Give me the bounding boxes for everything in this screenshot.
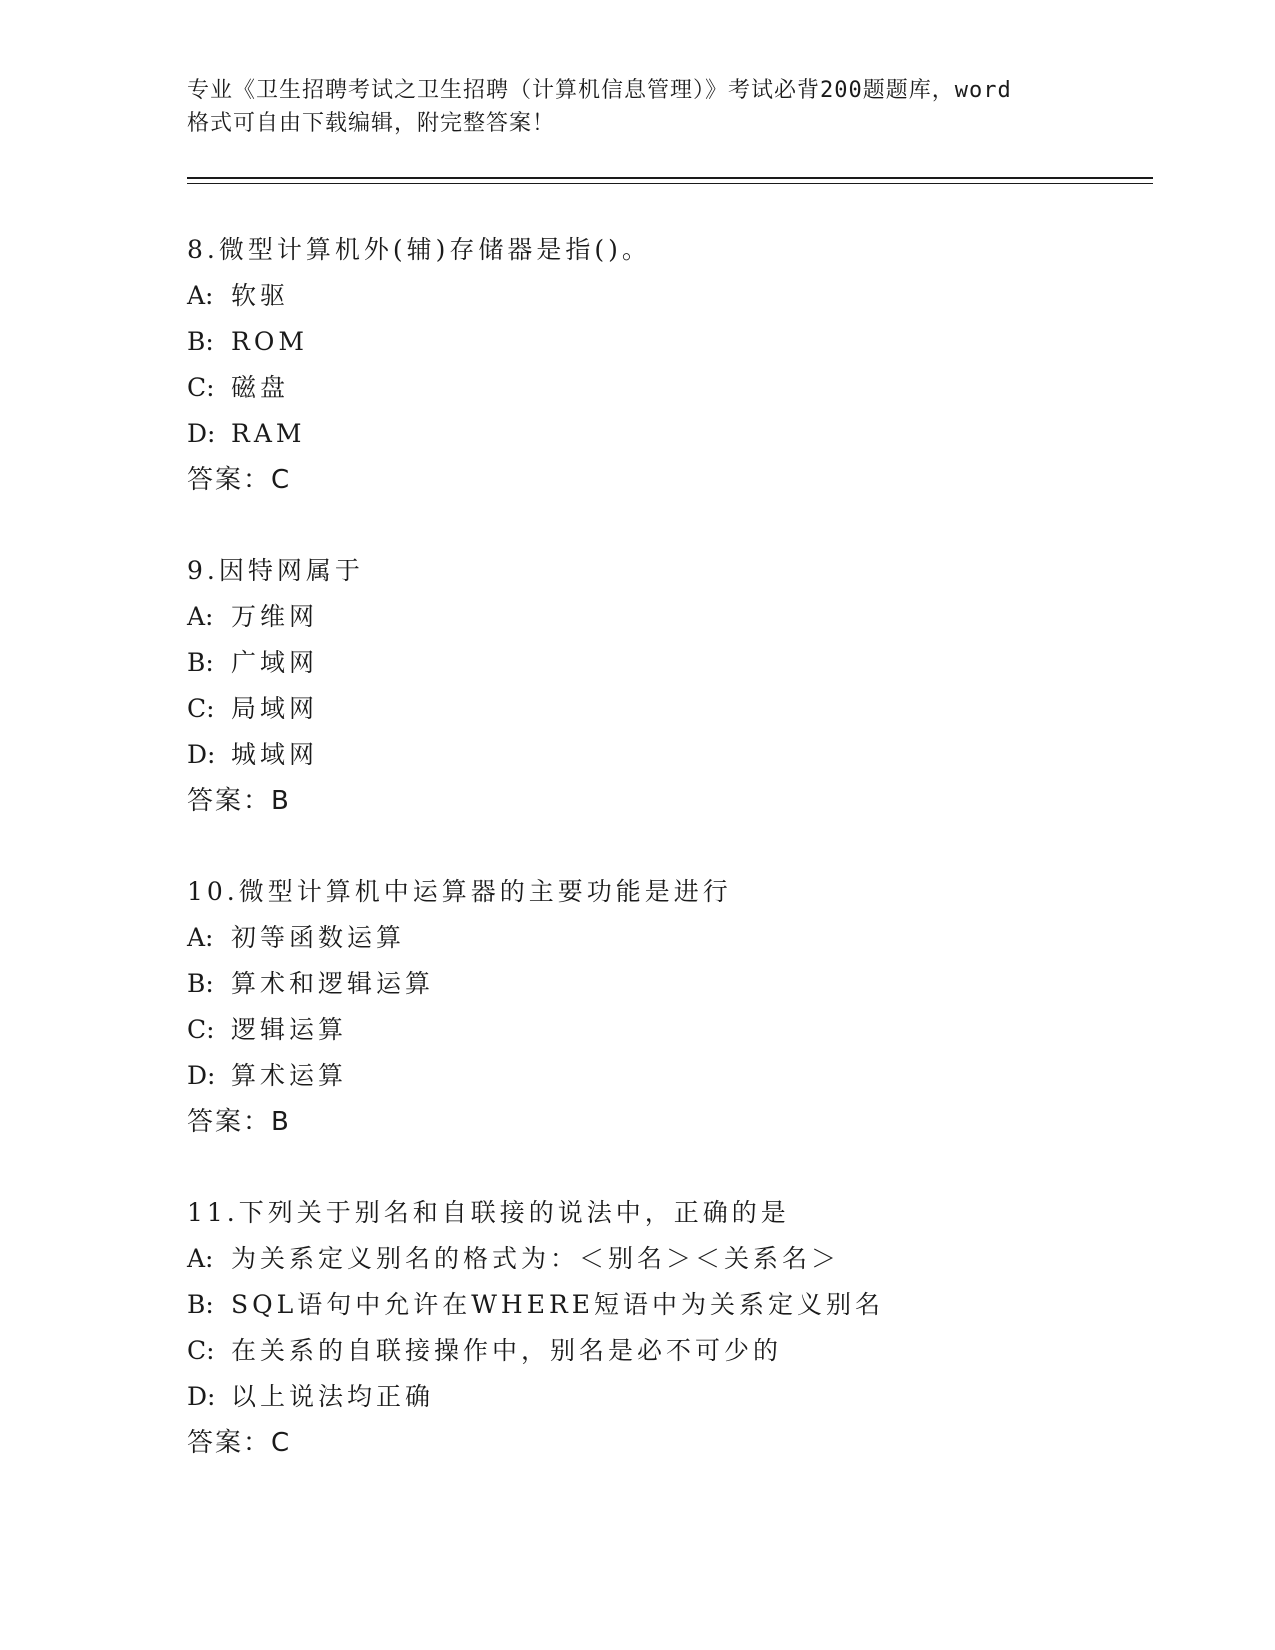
option-a <box>187 1236 1137 1282</box>
option-label: C: <box>187 373 215 402</box>
option-text: 城域网 <box>231 740 319 769</box>
option-label: C: <box>187 694 215 723</box>
option-d <box>187 411 1137 457</box>
option-d <box>187 1053 1137 1099</box>
option-b <box>187 319 1137 365</box>
question-stem: 11.下列关于别名和自联接的说法中，正确的是 <box>187 1198 790 1227</box>
answer-line: 答案：C <box>187 465 292 495</box>
option-label: A: <box>187 1244 214 1273</box>
option-label: B: <box>187 648 214 677</box>
option-label: A: <box>187 281 214 310</box>
option-text: 软驱 <box>231 281 290 310</box>
option-label: C: <box>187 1015 215 1044</box>
answer-line: 答案：B <box>187 1107 291 1137</box>
option-text: 初等函数运算 <box>231 923 406 952</box>
option-text: 逻辑运算 <box>231 1015 348 1044</box>
option-text: RAM <box>231 419 306 448</box>
option-d <box>187 1374 1137 1420</box>
question-block <box>187 869 1137 1145</box>
option-b <box>187 640 1137 686</box>
option-a <box>187 915 1137 961</box>
option-b <box>187 1282 1137 1328</box>
option-text: 以上说法均正确 <box>231 1382 435 1411</box>
document-header <box>187 74 1087 140</box>
option-text: 磁盘 <box>231 373 290 402</box>
option-a <box>187 594 1137 640</box>
option-label: A: <box>187 602 214 631</box>
option-label: A: <box>187 923 214 952</box>
option-c <box>187 365 1137 411</box>
option-text: ROM <box>231 327 308 356</box>
option-label: B: <box>187 969 214 998</box>
option-label: B: <box>187 327 214 356</box>
question-stem: 8.微型计算机外(辅)存储器是指()。 <box>187 235 651 264</box>
question-block <box>187 548 1137 824</box>
option-text: 在关系的自联接操作中，别名是必不可少的 <box>231 1336 783 1365</box>
option-text: 为关系定义别名的格式为：＜别名＞＜关系名＞ <box>231 1244 841 1273</box>
option-text: 万维网 <box>231 602 319 631</box>
option-text: SQL语句中允许在WHERE短语中为关系定义别名 <box>231 1290 885 1319</box>
header-line-1: 专业《卫生招聘考试之卫生招聘（计算机信息管理）》考试必背200题题库，word <box>187 78 1012 103</box>
question-stem: 9.因特网属于 <box>187 556 364 585</box>
question-block <box>187 227 1137 503</box>
option-text: 算术运算 <box>231 1061 348 1090</box>
option-b <box>187 961 1137 1007</box>
option-label: B: <box>187 1290 214 1319</box>
option-label: C: <box>187 1336 215 1365</box>
answer-line: 答案：C <box>187 1428 292 1458</box>
option-label: D: <box>187 1061 216 1090</box>
header-divider-thick <box>187 177 1153 179</box>
question-stem: 10.微型计算机中运算器的主要功能是进行 <box>187 877 732 906</box>
option-c <box>187 1328 1137 1374</box>
option-label: D: <box>187 740 216 769</box>
answer-line: 答案：B <box>187 786 291 816</box>
header-line-2: 格式可自由下载编辑，附完整答案！ <box>187 111 556 136</box>
option-label: D: <box>187 419 216 448</box>
option-a <box>187 273 1137 319</box>
option-c <box>187 686 1137 732</box>
option-d <box>187 732 1137 778</box>
header-divider-thin <box>187 183 1153 184</box>
question-block <box>187 1190 1137 1466</box>
option-text: 局域网 <box>231 694 319 723</box>
option-c <box>187 1007 1137 1053</box>
option-text: 广域网 <box>231 648 319 677</box>
option-text: 算术和逻辑运算 <box>231 969 435 998</box>
option-label: D: <box>187 1382 216 1411</box>
